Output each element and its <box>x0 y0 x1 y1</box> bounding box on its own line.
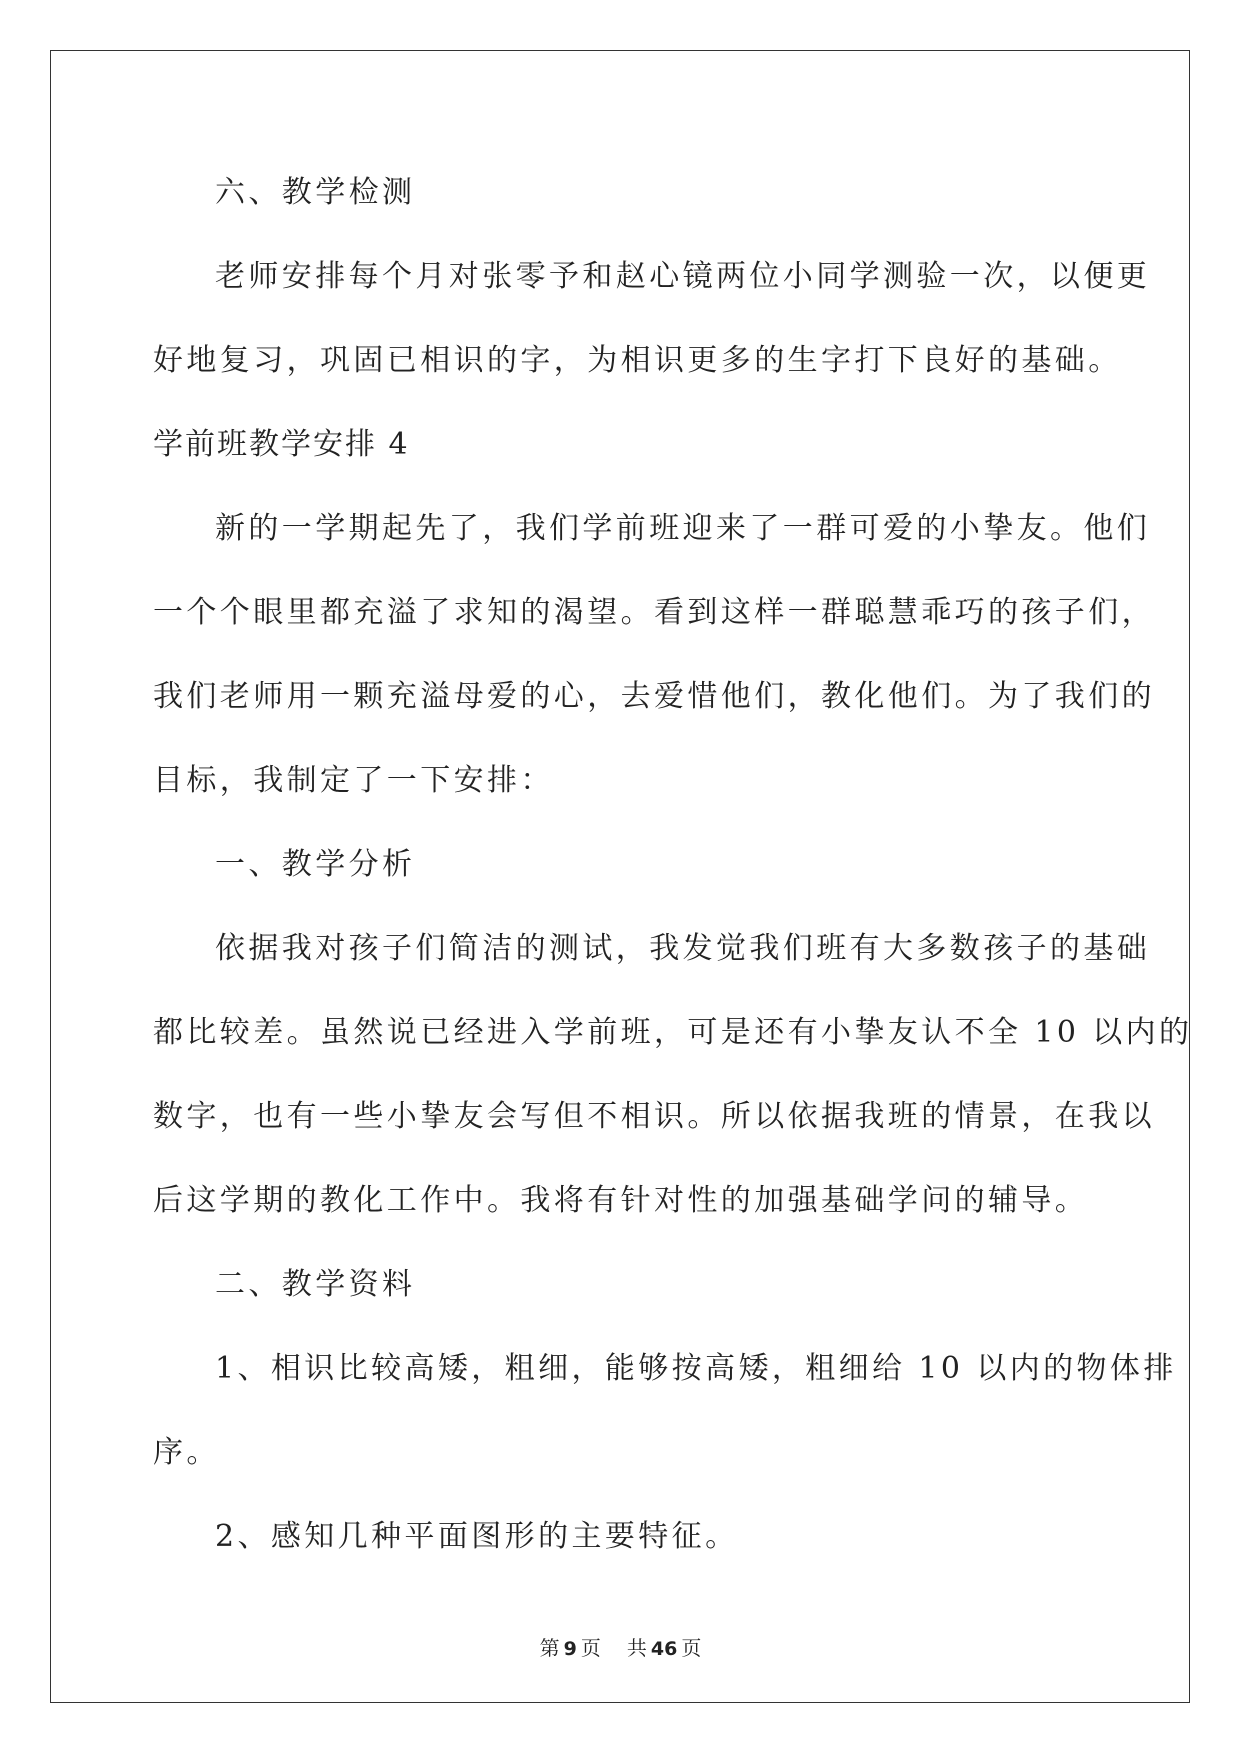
heading-teaching-materials: 二、教学资料 <box>215 1267 416 1302</box>
total-page-count: 46 <box>650 1638 678 1660</box>
paragraph-line: 目标，我制定了一下安排： <box>153 763 554 798</box>
list-item-continuation: 序。 <box>153 1435 220 1470</box>
paragraph-line: 新的一学期起先了，我们学前班迎来了一群可爱的小挚友。他们 <box>215 511 1151 546</box>
heading-teaching-analysis: 一、教学分析 <box>215 847 416 882</box>
section-title: 学前班教学安排 4 <box>153 427 410 462</box>
paragraph-line: 依据我对孩子们简洁的测试，我发觉我们班有大多数孩子的基础 <box>215 931 1151 966</box>
paragraph-line: 一个个眼里都充溢了求知的渴望。看到这样一群聪慧乖巧的孩子们， <box>153 595 1155 630</box>
list-item: 1、相识比较高矮，粗细，能够按高矮，粗细给 10 以内的物体排 <box>215 1351 1177 1386</box>
paragraph-line: 老师安排每个月对张零予和赵心镜两位小同学测验一次，以便更 <box>215 259 1151 294</box>
current-page-number: 9 <box>563 1638 577 1660</box>
footer-total-suffix: 页 <box>681 1636 702 1660</box>
document-body <box>153 160 1193 1588</box>
paragraph-line: 都比较差。虽然说已经进入学前班，可是还有小挚友认不全 10 以内的 <box>153 1015 1193 1050</box>
footer-page-suffix: 页 <box>580 1636 601 1660</box>
paragraph-line: 好地复习，巩固已相识的字，为相识更多的生字打下良好的基础。 <box>153 343 1122 378</box>
paragraph-line: 数字，也有一些小挚友会写但不相识。所以依据我班的情景，在我以 <box>153 1099 1155 1134</box>
page-footer <box>0 1632 1241 1661</box>
paragraph-line: 后这学期的教化工作中。我将有针对性的加强基础学问的辅导。 <box>153 1183 1089 1218</box>
heading-teaching-assessment: 六、教学检测 <box>215 175 416 210</box>
list-item: 2、感知几种平面图形的主要特征。 <box>215 1519 739 1554</box>
footer-prefix: 第 <box>539 1636 560 1660</box>
footer-total-prefix: 共 <box>626 1636 647 1660</box>
paragraph-line: 我们老师用一颗充溢母爱的心，去爱惜他们，教化他们。为了我们的 <box>153 679 1155 714</box>
